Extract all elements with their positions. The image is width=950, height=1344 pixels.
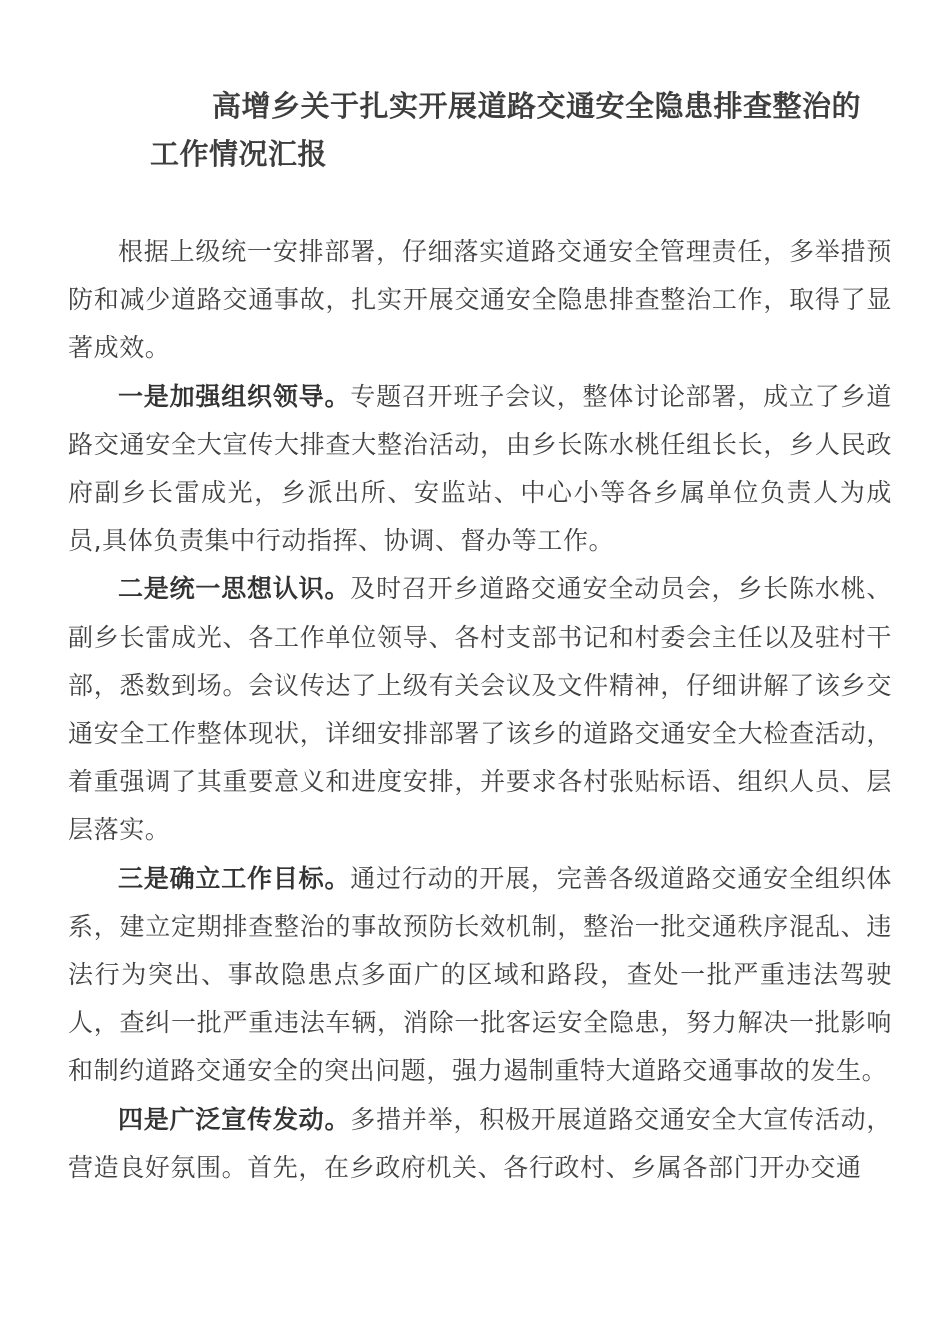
paragraph-intro	[68, 228, 892, 373]
paragraph-4	[68, 1096, 892, 1192]
paragraph-4-text: 多措并举，积极开展道路交通安全大宣传活动，营造良好氛围。首先，在乡政府机关、各行政村、乡属各部门开办交通	[68, 1104, 892, 1182]
paragraph-2-heading: 二是统一思想认识。	[118, 574, 351, 604]
document-body	[68, 228, 892, 1192]
paragraph-1-text: 专题召开班子会议，整体讨论部署，成立了乡道路交通安全大宣传大排查大整治活动，由乡长陈水桃任组长长，乡人民政府副乡长雷成光，乡派出所、安监站、中心小等各乡属单位负责人为成员,具体负责集中行动指挥、协调、督办等工作。	[68, 381, 892, 556]
paragraph-1	[68, 373, 892, 566]
title-line-2: 工作情况汇报	[150, 137, 328, 171]
paragraph-3-heading: 三是确立工作目标。	[118, 863, 351, 893]
paragraph-3-text: 通过行动的开展，完善各级道路交通安全组织体系，建立定期排查整治的事故预防长效机制，整治一批交通秩序混乱、违法行为突出、事故隐患点多面广的区域和路段，查处一批严重违法驾驶人，查纠一批严重违法车辆，消除一批客运安全隐患，努力解决一批影响和制约道路交通安全的突出问题，强力遏制重特大道路交通事故的发生。	[68, 863, 892, 1086]
paragraph-1-heading: 一是加强组织领导。	[118, 381, 351, 411]
paragraph-2	[68, 565, 892, 854]
document-title	[150, 82, 910, 178]
paragraph-4-heading: 四是广泛宣传发动。	[118, 1104, 351, 1134]
title-line-1: 高增乡关于扎实开展道路交通安全隐患排查整治的	[212, 89, 862, 123]
paragraph-3	[68, 855, 892, 1096]
paragraph-intro-text: 根据上级统一安排部署，仔细落实道路交通安全管理责任，多举措预防和减少道路交通事故，扎实开展交通安全隐患排查整治工作，取得了显著成效。	[68, 237, 892, 363]
paragraph-2-text: 及时召开乡道路交通安全动员会，乡长陈水桃、副乡长雷成光、各工作单位领导、各村支部书记和村委会主任以及驻村干部，悉数到场。会议传达了上级有关会议及文件精神，仔细讲解了该乡交通安全工作整体现状，详细安排部署了该乡的道路交通安全大检查活动，着重强调了其重要意义和进度安排，并要求各村张贴标语、组织人员、层层落实。	[68, 574, 892, 845]
